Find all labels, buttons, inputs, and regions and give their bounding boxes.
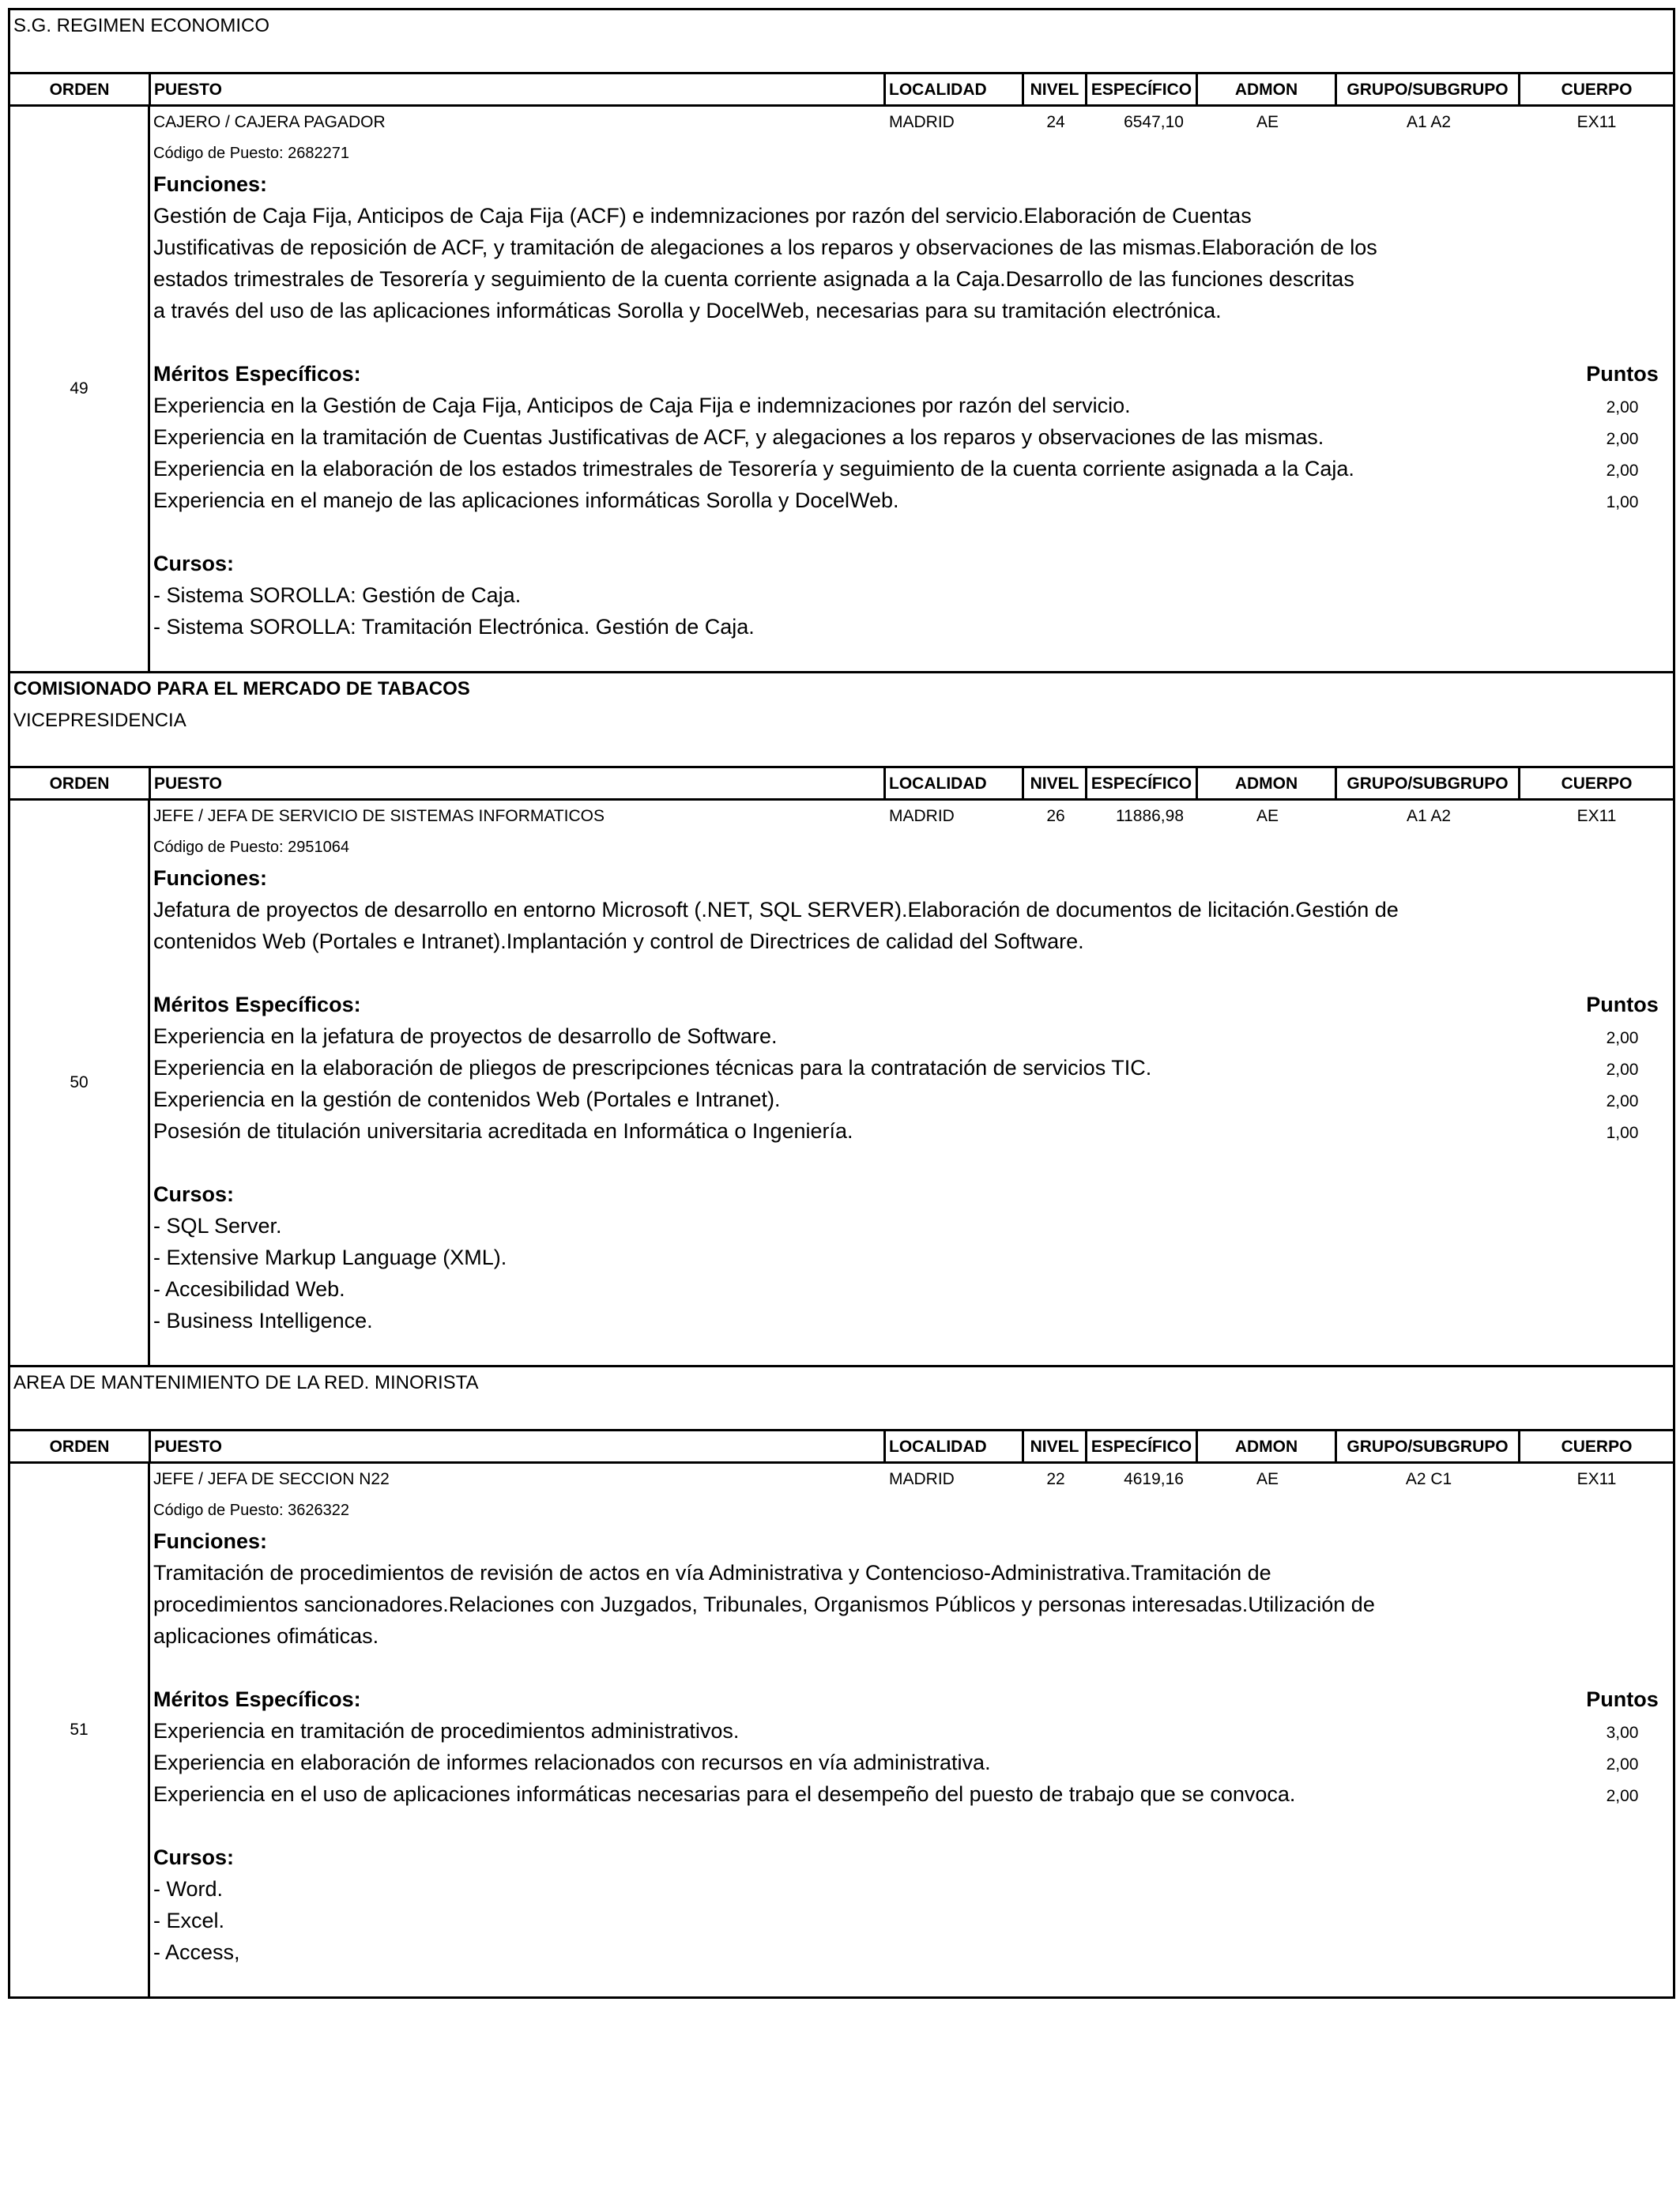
- position-entry: [10, 107, 1673, 673]
- position-cuerpo: EX11: [1576, 807, 1617, 825]
- column-header-localidad: LOCALIDAD: [886, 74, 1024, 104]
- position-puesto: CAJERO / CAJERA PAGADOR: [153, 113, 386, 131]
- curso-item: - Accesibilidad Web.: [153, 1277, 345, 1301]
- column-header-puesto: PUESTO: [151, 768, 886, 798]
- merito-text: Posesión de titulación universitaria acreditada en Informática o Ingeniería.: [153, 1119, 853, 1143]
- position-localidad: MADRID: [889, 113, 955, 131]
- position-summary-row: [153, 107, 1673, 138]
- funciones-line: contenidos Web (Portales e Intranet).Implantación y control de Directrices de calidad del Software.: [153, 929, 1084, 953]
- position-admon: AE: [1256, 113, 1279, 131]
- merito-item: [153, 421, 1673, 453]
- spacer: [153, 1147, 1673, 1178]
- merito-text: Experiencia en la tramitación de Cuentas Justificativas de ACF, y alegaciones a los reparos y observaciones de las mismas.: [153, 425, 1324, 449]
- funciones-line: a través del uso de las aplicaciones informáticas Sorolla y DocelWeb, necesarias para su tramitación electrónica.: [153, 299, 1222, 322]
- merito-item: [153, 1084, 1673, 1115]
- orden-number: 50: [10, 801, 150, 1365]
- merito-text: Experiencia en tramitación de procedimientos administrativos.: [153, 1719, 740, 1743]
- position-code: Código de Puesto: 2682271: [153, 145, 349, 162]
- position-details: [150, 1464, 1673, 1996]
- funciones-line: Gestión de Caja Fija, Anticipos de Caja Fija (ACF) e indemnizaciones por razón del servicio.Elaboración de Cuentas: [153, 204, 1252, 228]
- position-entry: [10, 1464, 1673, 1999]
- funciones-line: Tramitación de procedimientos de revisión de actos en vía Administrativa y Contencioso-Administrativa.Tramitación de: [153, 1561, 1271, 1585]
- merito-points: 2,00: [1606, 398, 1639, 417]
- merito-points: 2,00: [1606, 1787, 1639, 1805]
- cursos-label: Cursos:: [153, 1182, 235, 1206]
- merito-text: Experiencia en elaboración de informes relacionados con recursos en vía administrativa.: [153, 1751, 991, 1774]
- position-entry: [10, 801, 1673, 1367]
- position-code: Código de Puesto: 3626322: [153, 1502, 349, 1519]
- funciones-label: Funciones:: [153, 866, 268, 890]
- column-header-localidad: LOCALIDAD: [886, 768, 1024, 798]
- merito-item: [153, 390, 1673, 421]
- orden-number: 51: [10, 1464, 150, 1996]
- merito-points: 1,00: [1606, 1124, 1639, 1142]
- orden-number: 49: [10, 107, 150, 671]
- column-header-nivel: NIVEL: [1024, 1431, 1087, 1461]
- meritos-label: Méritos Específicos:: [153, 362, 361, 386]
- puntos-label: Puntos: [1586, 993, 1659, 1016]
- column-header-admon: ADMON: [1198, 1431, 1337, 1461]
- position-summary-row: [153, 1464, 1673, 1495]
- curso-item: - Excel.: [153, 1909, 225, 1932]
- puntos-label: Puntos: [1586, 362, 1659, 386]
- column-header-especifico: ESPECÍFICO: [1087, 768, 1198, 798]
- merito-points: 2,00: [1606, 1755, 1639, 1774]
- funciones-line: procedimientos sancionadores.Relaciones con Juzgados, Tribunales, Organismos Públicos y personas interesadas.Utilización de: [153, 1593, 1375, 1616]
- column-header-cuerpo: CUERPO: [1561, 1438, 1633, 1456]
- spacer: [153, 1968, 1673, 1996]
- column-header-especifico: ESPECÍFICO: [1087, 74, 1198, 104]
- section-heading: [10, 673, 1673, 768]
- position-details: [150, 801, 1673, 1365]
- spacer: [153, 1810, 1673, 1842]
- spacer: [153, 1652, 1673, 1683]
- section-heading: [10, 1367, 1673, 1431]
- meritos-header: [153, 358, 1673, 390]
- merito-text: Experiencia en la Gestión de Caja Fija, Anticipos de Caja Fija e indemnizaciones por razón del servicio.: [153, 394, 1131, 417]
- column-header-row: [10, 768, 1673, 801]
- funciones-line: aplicaciones ofimáticas.: [153, 1624, 379, 1648]
- merito-item: [153, 1052, 1673, 1084]
- funciones-line: Jefatura de proyectos de desarrollo en entorno Microsoft (.NET, SQL SERVER).Elaboración de documentos de licitación.Gestión de: [153, 898, 1399, 922]
- merito-text: Experiencia en la elaboración de los estados trimestrales de Tesorería y seguimiento de la cuenta corriente asignada a la Caja.: [153, 457, 1354, 481]
- column-header-orden: ORDEN: [10, 74, 151, 104]
- merito-item: [153, 1115, 1673, 1147]
- merito-text: Experiencia en la gestión de contenidos Web (Portales e Intranet).: [153, 1088, 781, 1111]
- position-details: [150, 107, 1673, 671]
- merito-points: 3,00: [1606, 1724, 1639, 1742]
- column-header-puesto: PUESTO: [151, 74, 886, 104]
- position-cuerpo: EX11: [1576, 1470, 1617, 1488]
- position-summary-row: [153, 801, 1673, 832]
- position-admon: AE: [1256, 807, 1279, 825]
- spacer: [153, 1336, 1673, 1365]
- column-header-nivel: NIVEL: [1024, 768, 1087, 798]
- curso-item: - Access,: [153, 1940, 240, 1964]
- column-header-grupo: GRUPO/SUBGRUPO: [1337, 768, 1520, 798]
- column-header-nivel: NIVEL: [1024, 74, 1087, 104]
- position-cuerpo: EX11: [1576, 113, 1617, 131]
- merito-points: 1,00: [1606, 493, 1639, 511]
- merito-points: 2,00: [1606, 462, 1639, 480]
- curso-item: - Sistema SOROLLA: Gestión de Caja.: [153, 583, 522, 607]
- position-especifico: 4619,16: [1124, 1470, 1184, 1488]
- position-grupo: A1 A2: [1406, 807, 1452, 825]
- column-header-puesto: PUESTO: [151, 1431, 886, 1461]
- column-header-row: [10, 74, 1673, 107]
- section-heading-line: VICEPRESIDENCIA: [13, 710, 186, 731]
- section-heading-line: COMISIONADO PARA EL MERCADO DE TABACOS: [13, 678, 470, 699]
- column-header-orden: ORDEN: [10, 1431, 151, 1461]
- column-header-cuerpo: CUERPO: [1561, 775, 1633, 793]
- merito-points: 2,00: [1606, 1092, 1639, 1110]
- funciones-line: Justificativas de reposición de ACF, y tramitación de alegaciones a los reparos y observaciones de las mismas.Elaboración de los: [153, 236, 1377, 259]
- merito-item: [153, 1747, 1673, 1778]
- merito-item: [153, 484, 1673, 516]
- column-header-cuerpo: CUERPO: [1561, 81, 1633, 99]
- curso-item: - Word.: [153, 1877, 224, 1901]
- position-admon: AE: [1256, 1470, 1279, 1488]
- funciones-label: Funciones:: [153, 172, 268, 196]
- position-especifico: 11886,98: [1115, 807, 1184, 825]
- merito-points: 2,00: [1606, 1061, 1639, 1079]
- position-puesto: JEFE / JEFA DE SERVICIO DE SISTEMAS INFORMATICOS: [153, 807, 605, 825]
- merito-points: 2,00: [1606, 430, 1639, 448]
- merito-text: Experiencia en la elaboración de pliegos de prescripciones técnicas para la contratación de servicios TIC.: [153, 1056, 1152, 1080]
- cursos-label: Cursos:: [153, 552, 235, 575]
- column-header-admon: ADMON: [1198, 768, 1337, 798]
- spacer: [153, 643, 1673, 671]
- merito-text: Experiencia en la jefatura de proyectos de desarrollo de Software.: [153, 1024, 778, 1048]
- puntos-label: Puntos: [1586, 1687, 1659, 1711]
- column-header-admon: ADMON: [1198, 74, 1337, 104]
- position-localidad: MADRID: [889, 1470, 955, 1488]
- column-header-especifico: ESPECÍFICO: [1087, 1431, 1198, 1461]
- merito-item: [153, 1778, 1673, 1810]
- curso-item: - Extensive Markup Language (XML).: [153, 1246, 507, 1269]
- column-header-localidad: LOCALIDAD: [886, 1431, 1024, 1461]
- funciones-label: Funciones:: [153, 1529, 268, 1553]
- position-nivel: 22: [1046, 1470, 1065, 1488]
- merito-points: 2,00: [1606, 1029, 1639, 1047]
- spacer: [153, 957, 1673, 989]
- section-heading-line: S.G. REGIMEN ECONOMICO: [13, 15, 270, 36]
- meritos-label: Méritos Específicos:: [153, 993, 361, 1016]
- position-nivel: 26: [1046, 807, 1065, 825]
- funciones-line: estados trimestrales de Tesorería y seguimiento de la cuenta corriente asignada a la Caja.Desarrollo de las funciones descritas: [153, 267, 1354, 291]
- merito-text: Experiencia en el uso de aplicaciones informáticas necesarias para el desempeño del puesto de trabajo que se convoca.: [153, 1782, 1296, 1806]
- merito-text: Experiencia en el manejo de las aplicaciones informáticas Sorolla y DocelWeb.: [153, 488, 899, 512]
- column-header-grupo: GRUPO/SUBGRUPO: [1337, 74, 1520, 104]
- position-localidad: MADRID: [889, 807, 955, 825]
- spacer: [153, 516, 1673, 548]
- column-header-orden: ORDEN: [10, 768, 151, 798]
- meritos-label: Méritos Específicos:: [153, 1687, 361, 1711]
- column-header-grupo: GRUPO/SUBGRUPO: [1337, 1431, 1520, 1461]
- merito-item: [153, 1715, 1673, 1747]
- curso-item: - Sistema SOROLLA: Tramitación Electrónica. Gestión de Caja.: [153, 615, 755, 639]
- position-puesto: JEFE / JEFA DE SECCION N22: [153, 1470, 390, 1488]
- spacer: [153, 326, 1673, 358]
- meritos-header: [153, 989, 1673, 1020]
- position-especifico: 6547,10: [1124, 113, 1184, 131]
- curso-item: - Business Intelligence.: [153, 1309, 373, 1333]
- column-header-row: [10, 1431, 1673, 1464]
- position-code: Código de Puesto: 2951064: [153, 839, 349, 856]
- section-heading-line: AREA DE MANTENIMIENTO DE LA RED. MINORISTA: [13, 1372, 479, 1393]
- curso-item: - SQL Server.: [153, 1214, 282, 1238]
- merito-item: [153, 1020, 1673, 1052]
- position-grupo: A1 A2: [1406, 113, 1452, 131]
- document-table: [8, 8, 1675, 1999]
- merito-item: [153, 453, 1673, 484]
- section-heading: [10, 10, 1673, 74]
- meritos-header: [153, 1683, 1673, 1715]
- position-nivel: 24: [1046, 113, 1065, 131]
- position-grupo: A2 C1: [1405, 1470, 1452, 1488]
- cursos-label: Cursos:: [153, 1845, 235, 1869]
